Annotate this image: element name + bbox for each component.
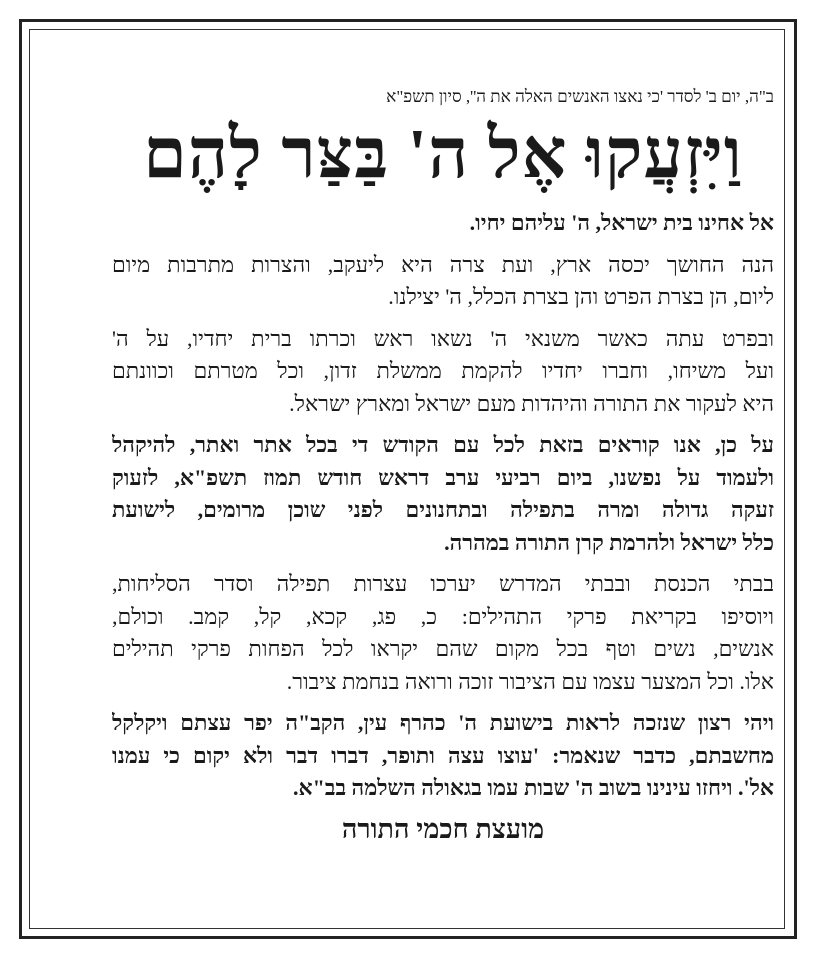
text-line: אל'. ויחזו עינינו בשוב ה' שבות עמו בגאולה השלמה בב"א. xyxy=(293,775,774,800)
date-header: ב"ה, יום ב' לסדר 'כי נאצו האנשים האלה את ה'', סיון תשפ"א xyxy=(386,87,774,106)
proclamation xyxy=(112,84,774,849)
text-line: אנשים, נשים וטף בכל מקום שהם יקראו לכל הפחות פרקי תהילים xyxy=(112,636,774,661)
text-line: אל אחינו בית ישראל, ה' עליהם יחיו. xyxy=(469,210,774,235)
signature: מועצת חכמי התורה xyxy=(341,813,545,844)
text-line: ועל משיחו, וחברו יחדיו להקמת ממשלת זדון, וכל מטרתם וכוונתם xyxy=(112,358,774,383)
text-line: הנה החושך יכסה ארץ, ועת צרה היא ליעקב, והצרות מתרבות מיום xyxy=(112,251,774,277)
paragraph-2 xyxy=(112,323,774,421)
text-line: ליום, הן בצרת הפרט והן בצרת הכלל, ה' יצילנו. xyxy=(388,284,774,309)
paragraph-1 xyxy=(112,249,774,314)
text-line: היא לעקור את התורה והיהדות מעם ישראל ומארץ ישראל. xyxy=(289,390,774,416)
text-line: על כן, אנו קוראים בזאת לכל עם הקודש די בכל אתר ואתר, להיקהל xyxy=(112,432,774,457)
text-line: ויהי רצון שנזכה לראות בישועת ה' כהרף עין, הקב"ה יפר עצתם ויקלקל xyxy=(112,710,774,735)
text-line: כלל ישראל ולהרמת קרן התורה במהרה. xyxy=(444,529,774,555)
paragraph-5 xyxy=(112,707,774,805)
text-line: ויוסיפו בקריאת פרקי התהילים: כ, פג, קכא, קל, קמב. וכולם, xyxy=(112,603,774,629)
paragraph-3 xyxy=(112,429,774,559)
text-line: ולעמוד על נפשנו, ביום רביעי ערב דראש חודש תמוז תשפ"א, לזעוק xyxy=(112,464,774,490)
text-line: בבתי הכנסת ובבתי המדרש יערכו עצרות תפילה וסדר הסליחות, xyxy=(112,571,774,596)
text-line: אלו. וכל המצער עצמו עם הציבור זוכה ורואה בנחמת ציבור. xyxy=(286,668,774,694)
text-line: ובפרט עתה כאשר משנאי ה' נשאו ראש וכרתו ברית יחדיו, על ה' xyxy=(112,325,774,351)
salutation xyxy=(112,207,774,240)
text-line: מחשבתם, כדבר שנאמר: 'עוצו עצה ותופר, דברו דבר ולא יקום כי עמנו xyxy=(112,742,774,768)
paragraph-4 xyxy=(112,568,774,698)
text-line: זעקה גדולה ומרה בתפילה ובתחנונים לפני שוכן מרומים, לישועת xyxy=(112,497,774,522)
page-title: וַיִּזְעֲקוּ אֶל ה' בַּצַּר לָהֶם xyxy=(143,116,743,193)
